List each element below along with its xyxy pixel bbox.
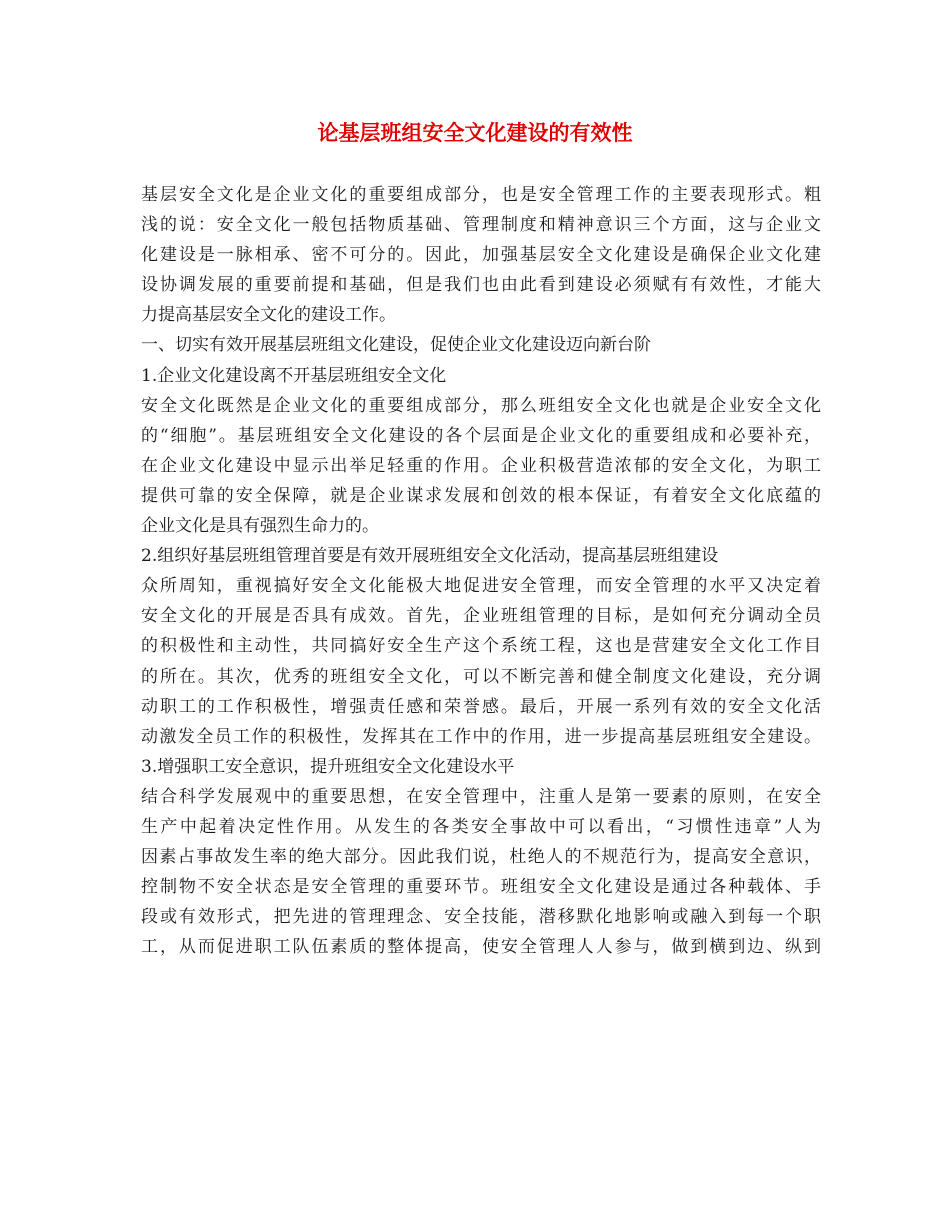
text-line: 基层安全文化是企业文化的重要组成部分，也是安全管理工作的主要表现形式。粗 — [141, 185, 821, 205]
text-line: 的积极性和主动性，共同搞好安全生产这个系统工程，这也是营建安全文化工作目 — [141, 636, 821, 657]
text-line: 的所在。其次，优秀的班组安全文化，可以不断完善和健全制度文化建设，充分调 — [141, 666, 821, 687]
text-line: 动职工的工作积极性，增强责任感和荣誉感。最后，开展一系列有效的安全文化活 — [141, 696, 821, 717]
document-title: 论基层班组安全文化建设的有效性 — [317, 120, 633, 145]
text-line: 企业文化是具有强烈生命力的。 — [141, 516, 379, 537]
text-line: 工，从而促进职工队伍素质的整体提高，使安全管理人人参与，做到横到边、纵到 — [141, 937, 821, 958]
text-line: 化建设是一脉相承、密不可分的。因此，加强基层安全文化建设是确保企业文化建 — [141, 245, 821, 266]
text-line: 安全文化既然是企业文化的重要组成部分，那么班组安全文化也就是企业安全文化 — [141, 395, 821, 416]
text-line: 力提高基层安全文化的建设工作。 — [141, 305, 396, 326]
text-line: 控制物不安全状态是安全管理的重要环节。班组安全文化建设是通过各种载体、手 — [141, 877, 821, 898]
text-line: 生产中起着决定性作用。从发生的各类安全事故中可以看出，“习惯性违章”人为 — [141, 816, 821, 837]
text-line: 1.企业文化建设离不开基层班组安全文化 — [141, 365, 447, 386]
text-line: 的“细胞”。基层班组安全文化建设的各个层面是企业文化的重要组成和必要补充， — [141, 425, 821, 446]
text-line: 因素占事故发生率的绝大部分。因此我们说，杜绝人的不规范行为，提高安全意识， — [141, 847, 821, 868]
document-body — [141, 180, 821, 962]
text-line: 一、切实有效开展基层班组文化建设，促使企业文化建设迈向新台阶 — [141, 335, 651, 356]
text-line: 众所周知，重视搞好安全文化能极大地促进安全管理，而安全管理的水平又决定着 — [141, 576, 821, 597]
text-line: 结合科学发展观中的重要思想，在安全管理中，注重人是第一要素的原则，在安全 — [141, 786, 821, 807]
text-line: 在企业文化建设中显示出举足轻重的作用。企业积极营造浓郁的安全文化，为职工 — [141, 455, 821, 476]
text-line: 3.增强职工安全意识，提升班组安全文化建设水平 — [141, 756, 515, 777]
text-line: 浅的说：安全文化一般包括物质基础、管理制度和精神意识三个方面，这与企业文 — [141, 215, 821, 236]
text-line: 段或有效形式，把先进的管理理念、安全技能，潜移默化地影响或融入到每一个职 — [141, 907, 821, 928]
text-line: 动激发全员工作的积极性，发挥其在工作中的作用，进一步提高基层班组安全建设。 — [141, 726, 821, 747]
text-line: 安全文化的开展是否具有成效。首先，企业班组管理的目标，是如何充分调动全员 — [141, 606, 821, 627]
text-line: 设协调发展的重要前提和基础，但是我们也由此看到建设必须赋有有效性，才能大 — [141, 275, 821, 296]
text-line: 提供可靠的安全保障，就是企业谋求发展和创效的根本保证，有着安全文化底蕴的 — [141, 485, 821, 506]
text-line: 2.组织好基层班组管理首要是有效开展班组安全文化活动，提高基层班组建设 — [141, 546, 719, 567]
